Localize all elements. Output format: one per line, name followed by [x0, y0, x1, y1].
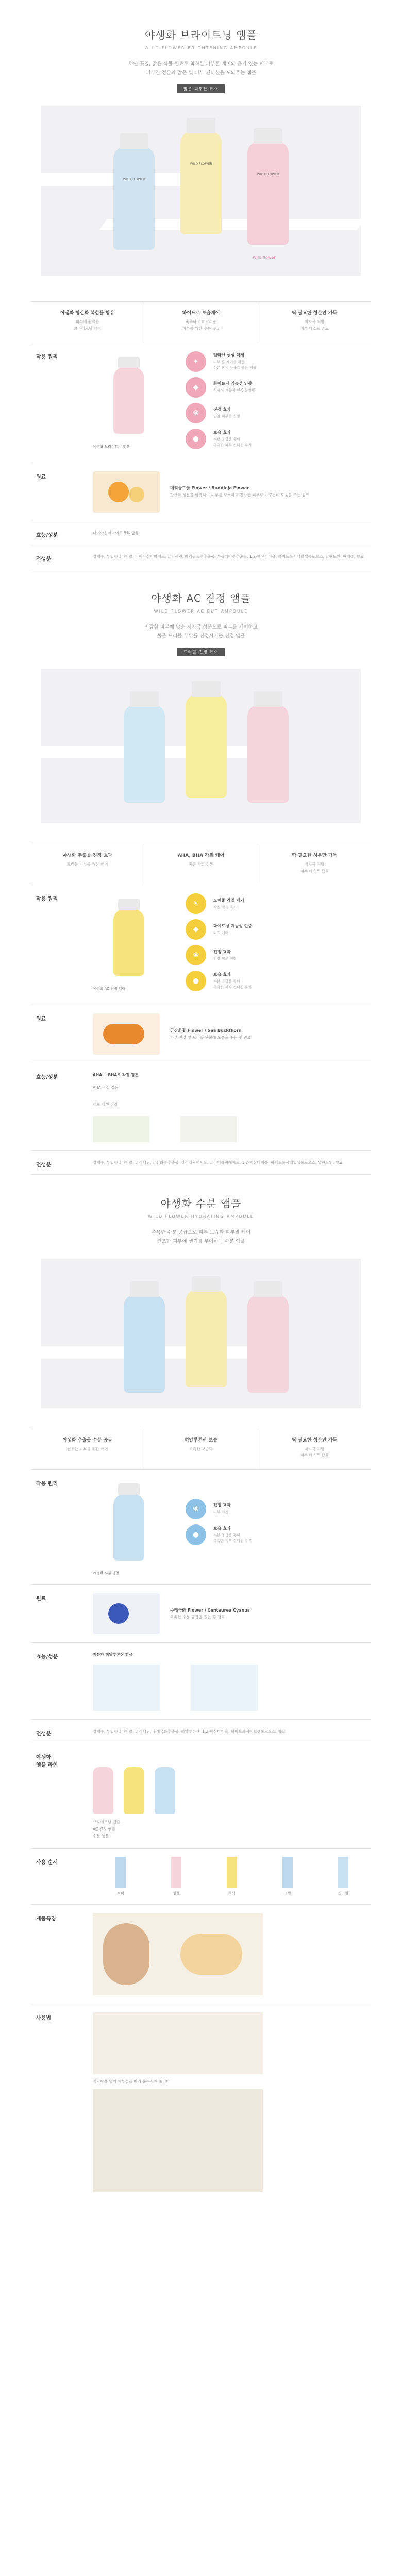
hero-description	[0, 60, 402, 77]
feature-strip-2: 야생화 추출물 진정 효과 트러블 피부를 위한 케어 AHA, BHA 각질 케어 묵은 각질 정돈 딱 필요한 성분만 가득 저자극 처방 피부 테스트 완료	[31, 844, 371, 886]
leaf-icon: ❀	[186, 403, 206, 423]
water-icon: ●	[186, 971, 206, 991]
principle-row-1	[31, 343, 371, 463]
hero-photo-2	[41, 669, 361, 823]
line-row: 야생화 앰플 라인 브라이트닝 앰플 AC 진정 앰플 수분 앰플	[31, 1743, 371, 1849]
hero-ac	[0, 569, 402, 656]
usage-row-1	[31, 545, 371, 569]
hero-hydrating: 야생화 수분 앰플 WILD FLOWER HYDRATING AMPOULE 촉촉한 수분 공급으로 피부 보습과 피부결 케어 건조한 피부에 생기를 부여하는 수분 앰플	[0, 1175, 402, 1246]
section-title: 야생화 AC 진정 앰플	[151, 591, 251, 604]
efficacy-text: 나이아신아마이드 5% 함유	[93, 530, 139, 535]
subtitle-en: WILD FLOWER AC BUT AMPOULE	[154, 608, 248, 614]
model-row: 제품특징	[31, 1905, 371, 2004]
desc-line-2: 피부결 정돈과 맑은 빛 피부 컨디션을 도와주는 앰플	[146, 70, 256, 76]
usage-text: 정제수, 부틸렌글라이콜, 나이아신아마이드, 글리세린, 메리골드꽃추출물, 부들레야꽃추출물, 1,2-헥산다이올, 하이드록시에틸셀룰로오스, 알란토인, 판테놀, 향료	[93, 554, 364, 560]
feature-strip-3: 야생화 추출물 수분 공급 건조한 피부를 위한 케어 히알루론산 보습 촉촉한 보습막 딱 필요한 성분만 가득 저자극 처방 피부 테스트 완료	[31, 1429, 371, 1470]
efficacy-row-3: 효능/성분 저분자 히알루론산 함유	[31, 1643, 371, 1720]
hero-description: 민감한 피부에 맞춘 저자극 성분으로 피부를 케어하고 붉은 트러블 부위를 진정시키는 진정 앰플	[144, 624, 258, 639]
water-icon: ●	[186, 1524, 206, 1545]
ingredient-row-1: 원료 메리골드꽃 Flower / Buddleja Flower 항산화 성분을 함유하여 피부를 보호하고 건강한 피부로 가꾸는데 도움을 주는 원료	[31, 463, 371, 521]
principle-row-3: 작용 원리 야생화 수분 앰플 ❀ 진정 효과 피부 진정 ● 보습 효과 수분 공급을 통해 촉촉한 피부 컨디션 유지	[31, 1470, 371, 1585]
hero-brightening	[0, 0, 402, 93]
feature-item: 하이드로 보습케어 촉촉하고 매끄러운 피부를 위한 수분 공급	[144, 302, 258, 343]
row-label: 전성분	[36, 556, 51, 563]
ingredient-row-3: 원료 수레국화 Flower / Centaurea Cyanus 촉촉한 수분 공급을 돕는 꽃 원료	[31, 1585, 371, 1643]
product-caption: 야생화 브라이트닝 앰플	[93, 444, 130, 449]
bottle-blue: WILD FLOWER	[113, 147, 155, 250]
feature-item: 딱 필요한 성분만 가득 저자극 처방 피부 테스트 완료	[292, 311, 338, 331]
drop-icon: ✦	[186, 351, 206, 372]
desc-line-1: 하얀 꽃잎, 맑은 식물 원료로 칙칙한 피부톤 케어와 윤기 있는 피부로	[128, 61, 274, 67]
hero-photo	[41, 106, 361, 276]
leaf-icon: ❀	[186, 1499, 206, 1519]
hero-photo-3	[41, 1259, 361, 1408]
usage-row-3: 전성분 정제수, 부틸렌글라이콜, 글리세린, 수레국화추출물, 히알루론산, 1,2-헥산다이올, 하이드록시에틸셀룰로오스, 향료	[31, 1720, 371, 1744]
icon-list: ✦ 멜라닌 생성 억제 피부 톤 케어를 위한 성분 함유 사용감 좋은 제형 ◆ 화이트닝 기능성 인증 식약처 기능성 인증 화장품 ❀ 진정 효과 민감 피부를 진정 ● 보습 효과 수분 공급을 통해 촉촉한 피부 컨디션 유지	[170, 351, 371, 454]
bottle-yellow: WILD FLOWER	[180, 131, 222, 234]
leaf-icon: ❀	[186, 945, 206, 965]
use-row: 사용법 적당량을 덜어 피부결을 따라 흡수시켜 줍니다	[31, 2004, 371, 2201]
page-title: 야생화 브라이트닝 앰플	[145, 29, 257, 41]
bottle-caption: Wild flower	[253, 255, 276, 260]
sun-icon: ☀	[186, 893, 206, 914]
ingredient-row-2: 원료 금잔화꽃 Flower / Sea Buckthorn 피부 진정 및 트러블 완화에 도움을 주는 꽃 원료	[31, 1005, 371, 1063]
row-label: 원료	[36, 474, 46, 480]
shield-icon: ◆	[186, 377, 206, 398]
efficacy-row-1	[31, 521, 371, 546]
efficacy-row-2: 효능/성분 AHA + BHA로 각질 정돈 AHA 각질 정돈 세포 재생 진정	[31, 1063, 371, 1151]
hero-tag: 맑은 피부톤 케어	[177, 84, 225, 93]
product-image	[93, 351, 170, 449]
feature-strip-1	[31, 301, 371, 343]
order-row: 사용 순서 토너 앰플 로션 크림 선크림	[31, 1849, 371, 1905]
bottle-pink: WILD FLOWER	[247, 142, 289, 245]
feature-item: 야생화 항산화 복합물 함유 피부에 활력을 브라이트닝 케어	[31, 302, 144, 343]
principle-row-2: 작용 원리 야생화 AC 진정 앰플 ☀ 노폐물 각질 제거 각질 정돈 효과 ◆ 화이트닝 기능성 인증 피지 케어 ❀ 진정 효과 민감 피부 진정 ● 보습 효과 수분 공급을 통해 촉촉한 피부 컨디션 유지	[31, 885, 371, 1005]
water-icon: ●	[186, 429, 206, 449]
hero-tag: 트러블 진정 케어	[177, 648, 225, 656]
ingredient-image	[93, 471, 160, 513]
subtitle-en: WILD FLOWER BRIGHTENING AMPOULE	[144, 46, 258, 50]
usage-row-2: 전성분 정제수, 부틸렌글라이콜, 글리세린, 금잔화꽃추출물, 살리실릭애씨드, 글라이콜릭애씨드, 1,2-헥산다이올, 하이드록시에틸셀룰로오스, 알란토인, 향료	[31, 1151, 371, 1175]
shield-icon: ◆	[186, 919, 206, 940]
row-label: 효능/성분	[36, 532, 58, 538]
section-title: 야생화 수분 앰플	[160, 1197, 242, 1210]
row-label: 작용 원리	[36, 354, 58, 360]
